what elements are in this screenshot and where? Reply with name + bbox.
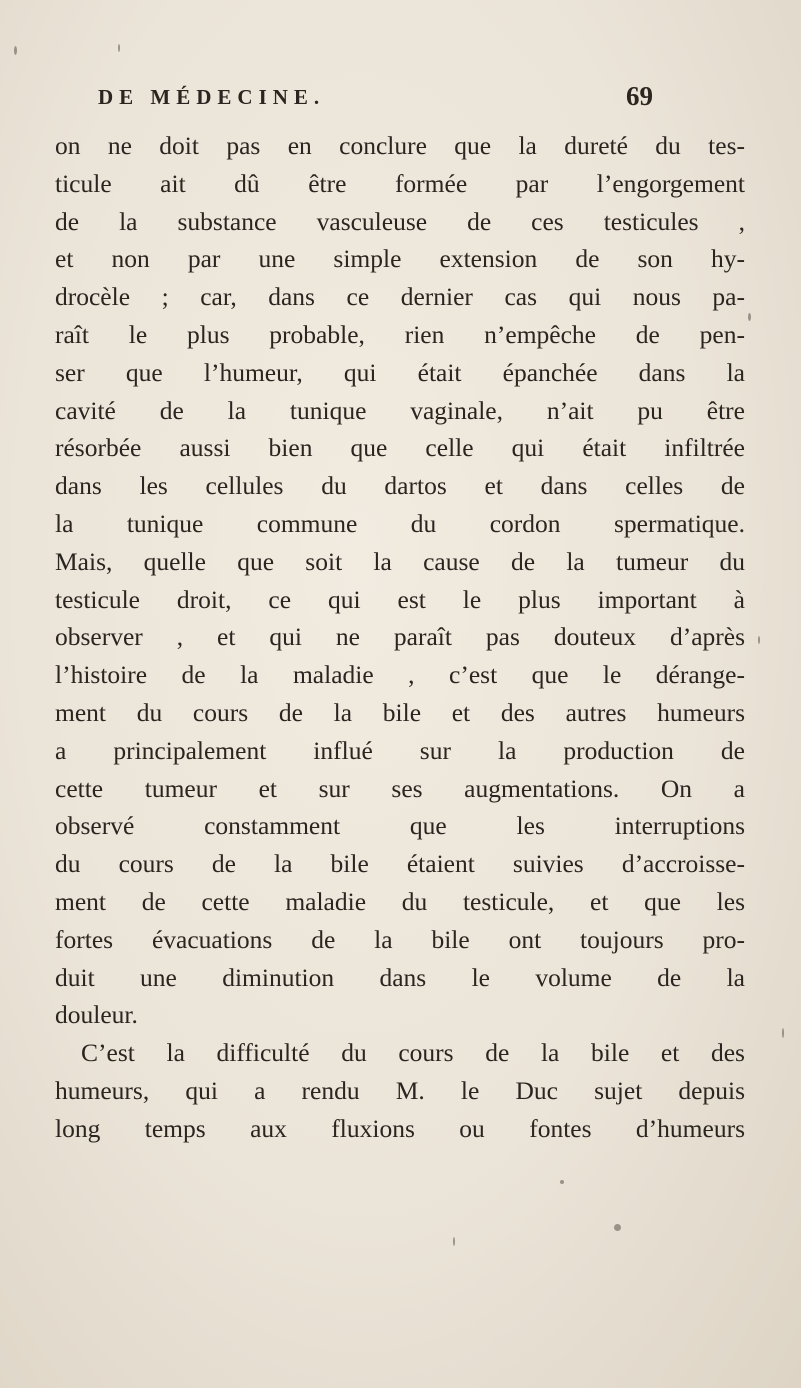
text-line: duit une diminution dans le volume de la: [55, 962, 745, 992]
text-line: ment du cours de la bile et des autres humeurs: [55, 697, 745, 727]
paper-speck: [748, 313, 751, 321]
paper-speck: [453, 1237, 455, 1246]
text-line: observer , et qui ne paraît pas douteux d’après: [55, 622, 745, 652]
text-line: raît le plus probable, rien n’empêche de pen-: [55, 319, 745, 349]
text-line: testicule droit, ce qui est le plus important à: [55, 584, 745, 614]
paper-speck: [560, 1180, 564, 1184]
text-line: ment de cette maladie du testicule, et que les: [55, 886, 745, 916]
text-line: observé constamment que les interruptions: [55, 811, 745, 841]
text-line: Mais, quelle que soit la cause de la tumeur du: [55, 546, 745, 576]
text-line: la tunique commune du cordon spermatique.: [55, 508, 745, 538]
text-line: du cours de la bile étaient suivies d’accroisse-: [55, 849, 745, 879]
paper-speck: [782, 1028, 784, 1038]
text-line: drocèle ; car, dans ce dernier cas qui nous pa-: [55, 282, 745, 312]
text-line: résorbée aussi bien que celle qui était infiltrée: [55, 433, 745, 463]
text-line: l’histoire de la maladie , c’est que le dérange-: [55, 660, 745, 690]
text-line: a principalement influé sur la production de: [55, 735, 745, 765]
text-line: dans les cellules du dartos et dans celles de: [55, 471, 745, 501]
paper-speck: [14, 46, 17, 55]
paper-speck: [118, 44, 120, 52]
paragraph-end-line: douleur.: [55, 1000, 138, 1030]
text-line: long temps aux fluxions ou fontes d’humeurs: [55, 1113, 745, 1143]
text-line: et non par une simple extension de son hy-: [55, 244, 745, 274]
running-title: DE MÉDECINE.: [98, 85, 326, 109]
paper-speck: [614, 1224, 621, 1231]
body-text: [55, 127, 745, 1148]
page-number: 69: [626, 81, 653, 111]
text-line: ticule ait dû être formée par l’engorgement: [55, 168, 745, 198]
text-line: cavité de la tunique vaginale, n’ait pu être: [55, 395, 745, 425]
text-line: humeurs, qui a rendu M. le Duc sujet depuis: [55, 1075, 745, 1105]
text-line: de la substance vasculeuse de ces testicules ,: [55, 206, 745, 236]
text-line: on ne doit pas en conclure que la dureté du tes-: [55, 131, 745, 160]
paragraph-start-line: C’est la difficulté du cours de la bile et des: [81, 1038, 745, 1068]
paper-speck: [758, 636, 760, 644]
text-line: fortes évacuations de la bile ont toujours pro-: [55, 924, 745, 954]
text-line: ser que l’humeur, qui était épanchée dans la: [55, 357, 745, 387]
running-head: [0, 81, 801, 115]
text-line: cette tumeur et sur ses augmentations. On a: [55, 773, 745, 803]
